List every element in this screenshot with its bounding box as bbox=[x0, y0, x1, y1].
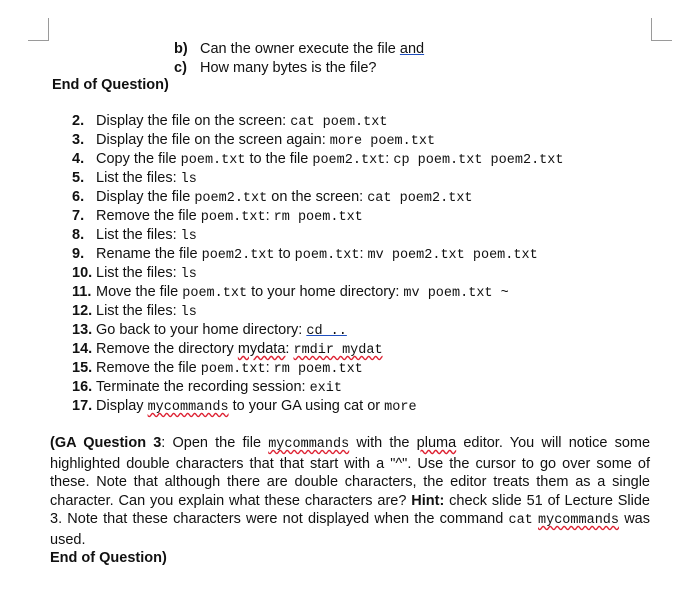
step-text: List the files: bbox=[96, 265, 181, 281]
step-item bbox=[72, 112, 563, 131]
step-number: 8. bbox=[72, 227, 85, 243]
step-item bbox=[72, 378, 563, 397]
command: mv poem.txt ~ bbox=[403, 286, 509, 301]
step-item bbox=[72, 283, 563, 302]
file-name: mycommands bbox=[268, 437, 350, 452]
command: cat poem.txt bbox=[290, 115, 388, 130]
step-text: : bbox=[265, 360, 274, 376]
hint-label: Hint: bbox=[411, 492, 445, 509]
step-text: List the files: bbox=[96, 303, 181, 319]
step-text: : bbox=[359, 246, 368, 262]
step-text: to your GA using cat or bbox=[228, 398, 385, 414]
step-number: 13. bbox=[72, 322, 93, 338]
file-name: poem.txt bbox=[200, 362, 266, 377]
subitem-c bbox=[174, 59, 377, 77]
step-text: Display the file on the screen again: bbox=[96, 132, 330, 148]
end-of-question-1: End of Question) bbox=[52, 77, 169, 93]
step-item bbox=[72, 150, 563, 169]
command: rm poem.txt bbox=[273, 210, 363, 225]
step-number: 12. bbox=[72, 303, 93, 319]
step-number: 14. bbox=[72, 341, 93, 357]
step-text: to the file bbox=[245, 151, 313, 167]
step-item bbox=[72, 245, 563, 264]
step-number: 15. bbox=[72, 360, 93, 376]
crop-mark-top-left bbox=[28, 18, 49, 41]
command: cat poem2.txt bbox=[367, 191, 473, 206]
command: cat bbox=[508, 513, 533, 528]
ga-text: : Open the file bbox=[161, 435, 269, 451]
step-number: 16. bbox=[72, 379, 93, 395]
step-item bbox=[72, 359, 563, 378]
step-text: to your home directory: bbox=[247, 284, 404, 300]
file-name: poem2.txt bbox=[312, 153, 386, 168]
step-item bbox=[72, 321, 563, 340]
editor-name: pluma bbox=[416, 435, 457, 451]
underlined-word: and bbox=[399, 41, 425, 57]
step-number: 9. bbox=[72, 246, 85, 262]
command: more poem.txt bbox=[329, 134, 436, 149]
step-text: to bbox=[274, 246, 295, 262]
subitem-text: How many bytes is the file? bbox=[200, 60, 377, 76]
ga-text: with the bbox=[349, 435, 417, 451]
ga-text: editor. You will notice some highlighted double characters that that start with a "^". Use the cursor to go over some of these. Note that although there are double characters, the editor treats them as a single character. Can you explain what these characters are? bbox=[50, 435, 651, 509]
step-text: Go back to your home directory: bbox=[96, 322, 307, 338]
step-item bbox=[72, 226, 563, 245]
step-number: 11. bbox=[72, 284, 92, 300]
step-number: 2. bbox=[72, 113, 85, 129]
command: ls bbox=[180, 305, 197, 320]
ga-question-paragraph bbox=[50, 434, 650, 568]
step-item bbox=[72, 397, 563, 416]
command: ls bbox=[180, 267, 197, 282]
step-number: 10. bbox=[72, 265, 93, 281]
file-name: mycommands bbox=[538, 513, 620, 528]
command: more bbox=[384, 400, 417, 415]
step-item bbox=[72, 207, 563, 226]
step-text: Terminate the recording session: bbox=[96, 379, 310, 395]
end-of-question-2: End of Question) bbox=[50, 550, 167, 566]
file-name: poem.txt bbox=[182, 286, 248, 301]
command: rm poem.txt bbox=[273, 362, 363, 377]
ga-text: check slide 51 of Lecture Slide 3. Note that these characters were not displayed when the command bbox=[50, 492, 650, 527]
step-text: on the screen: bbox=[267, 189, 368, 205]
step-text: Rename the file bbox=[96, 246, 202, 262]
step-item bbox=[72, 264, 563, 283]
file-name: poem.txt bbox=[200, 210, 266, 225]
step-text: Remove the directory bbox=[96, 341, 238, 357]
step-number: 7. bbox=[72, 208, 85, 224]
step-text: Display bbox=[96, 398, 148, 414]
step-item bbox=[72, 188, 563, 207]
subitem-text: Can the owner execute the file bbox=[200, 41, 400, 57]
directory-name: mydata bbox=[237, 341, 286, 357]
ga-question-label: (GA Question 3 bbox=[50, 435, 162, 451]
command: rmdir mydat bbox=[293, 343, 383, 358]
file-name: poem2.txt bbox=[194, 191, 268, 206]
step-text: : bbox=[285, 341, 294, 357]
step-text: : bbox=[385, 151, 394, 167]
subitem-label: b) bbox=[174, 41, 188, 57]
step-item bbox=[72, 340, 563, 359]
step-text: Display the file bbox=[96, 189, 195, 205]
step-number: 5. bbox=[72, 170, 85, 186]
ga-text: was used. bbox=[50, 511, 650, 548]
step-item bbox=[72, 131, 563, 150]
step-number: 4. bbox=[72, 151, 85, 167]
step-text: Copy the file bbox=[96, 151, 181, 167]
file-name: mycommands bbox=[147, 400, 229, 415]
step-text: List the files: bbox=[96, 227, 181, 243]
step-text: Move the file bbox=[96, 284, 183, 300]
file-name: poem2.txt bbox=[201, 248, 275, 263]
command: cp poem.txt poem2.txt bbox=[393, 153, 564, 168]
subitem-b bbox=[174, 40, 424, 58]
step-text: Remove the file bbox=[96, 208, 201, 224]
command: mv poem2.txt poem.txt bbox=[367, 248, 538, 263]
step-text: Display the file on the screen: bbox=[96, 113, 291, 129]
step-number: 17. bbox=[72, 398, 93, 414]
crop-mark-top-right bbox=[651, 18, 672, 41]
step-text: : bbox=[265, 208, 274, 224]
file-name: poem.txt bbox=[294, 248, 360, 263]
command: ls bbox=[180, 229, 197, 244]
command: cd .. bbox=[306, 324, 347, 339]
step-text: List the files: bbox=[96, 170, 181, 186]
file-name: poem.txt bbox=[180, 153, 246, 168]
step-item bbox=[72, 302, 563, 321]
step-number: 6. bbox=[72, 189, 85, 205]
command: ls bbox=[180, 172, 197, 187]
steps-list bbox=[72, 112, 563, 416]
command: exit bbox=[309, 381, 342, 396]
subitem-label: c) bbox=[174, 60, 187, 76]
step-text: Remove the file bbox=[96, 360, 201, 376]
step-item bbox=[72, 169, 563, 188]
step-number: 3. bbox=[72, 132, 85, 148]
